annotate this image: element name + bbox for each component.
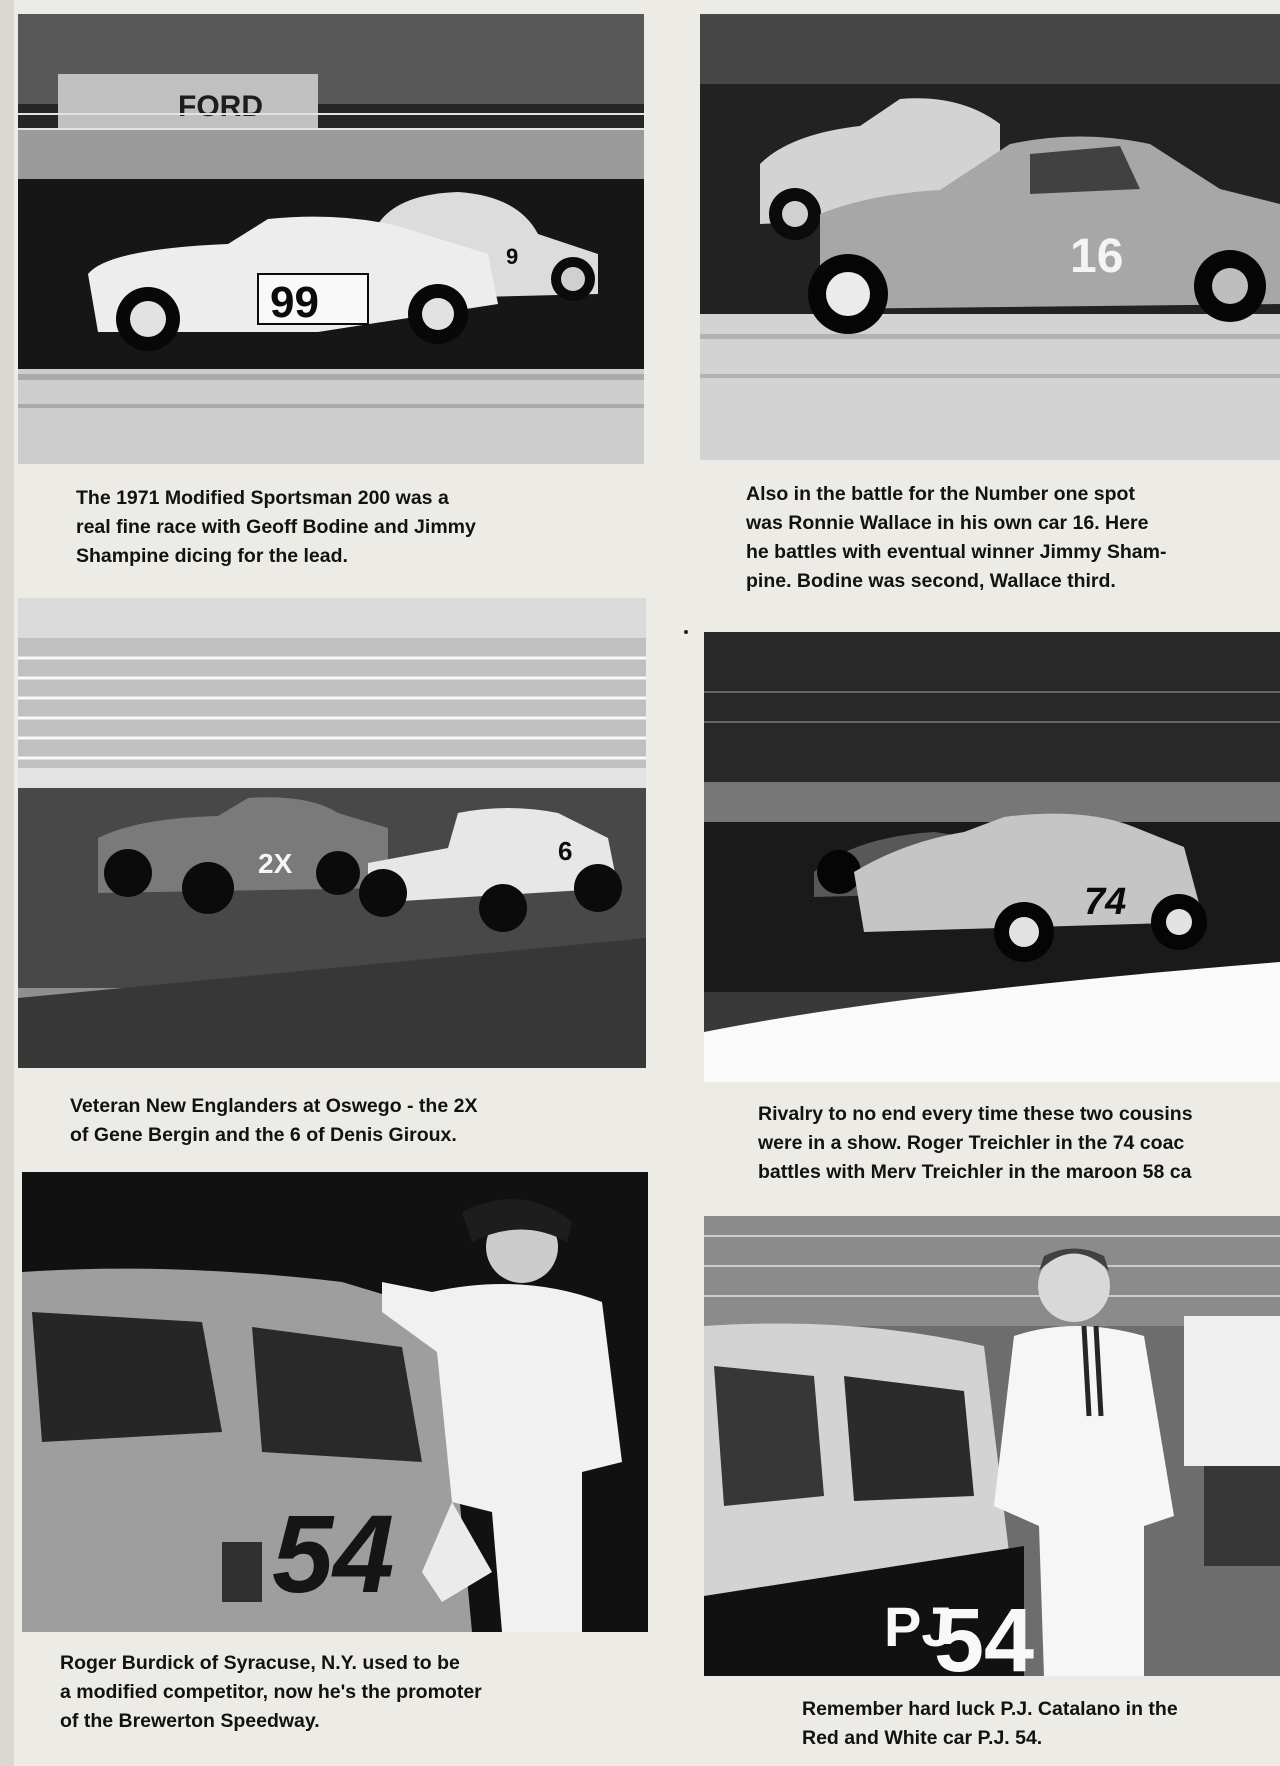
car-number-74: 74 — [1084, 881, 1127, 923]
photo-wallace-car-16 — [700, 14, 1280, 460]
caption-new-englanders: Veteran New Englanders at Oswego - the 2X of Gene Bergin and the 6 of Denis Giroux. — [70, 1095, 478, 1146]
car-number-6: 6 — [558, 836, 573, 866]
caption-pj-catalano: Remember hard luck P.J. Catalano in the Red and White car P.J. 54. — [802, 1698, 1178, 1749]
photo-roger-burdick — [22, 1172, 648, 1632]
page-edge — [0, 0, 14, 1766]
billboard-text: FORD — [178, 90, 263, 123]
car-number-99: 99 — [270, 278, 319, 327]
car-number-54: 54 — [934, 1591, 1035, 1676]
photo-treichler-cousins — [704, 632, 1280, 1082]
car-number-54: 54 — [272, 1493, 395, 1616]
photo-modified-sportsman-race — [18, 14, 644, 464]
caption-modified-sportsman: The 1971 Modified Sportsman 200 was a real fine race with Geoff Bodine and Jimmy Shampine dicing for the lead. — [76, 487, 476, 567]
car-number-16: 16 — [1070, 230, 1124, 283]
caption-wallace-car-16: Also in the battle for the Number one spot was Ronnie Wallace in his own car 16. Here he battles with eventual winner Jimmy Sham- pine. Bodine was second, Wallace third. — [746, 483, 1167, 592]
photo-new-englanders-oswego — [18, 598, 646, 1068]
car-label-pj: PJ — [884, 1595, 953, 1658]
photo-pj-catalano — [704, 1216, 1280, 1676]
car-number-2x: 2X — [258, 848, 293, 879]
car-number-9: 9 — [506, 244, 519, 269]
caption-treichler-cousins: Rivalry to no end every time these two cousins were in a show. Roger Treichler in the 74 coac battles with Merv Treichler in the maroon 58 ca — [758, 1103, 1193, 1183]
print-speck — [684, 630, 688, 634]
caption-roger-burdick: Roger Burdick of Syracuse, N.Y. used to be a modified competitor, now he's the promoter of the Brewerton Speedway. — [60, 1652, 482, 1732]
